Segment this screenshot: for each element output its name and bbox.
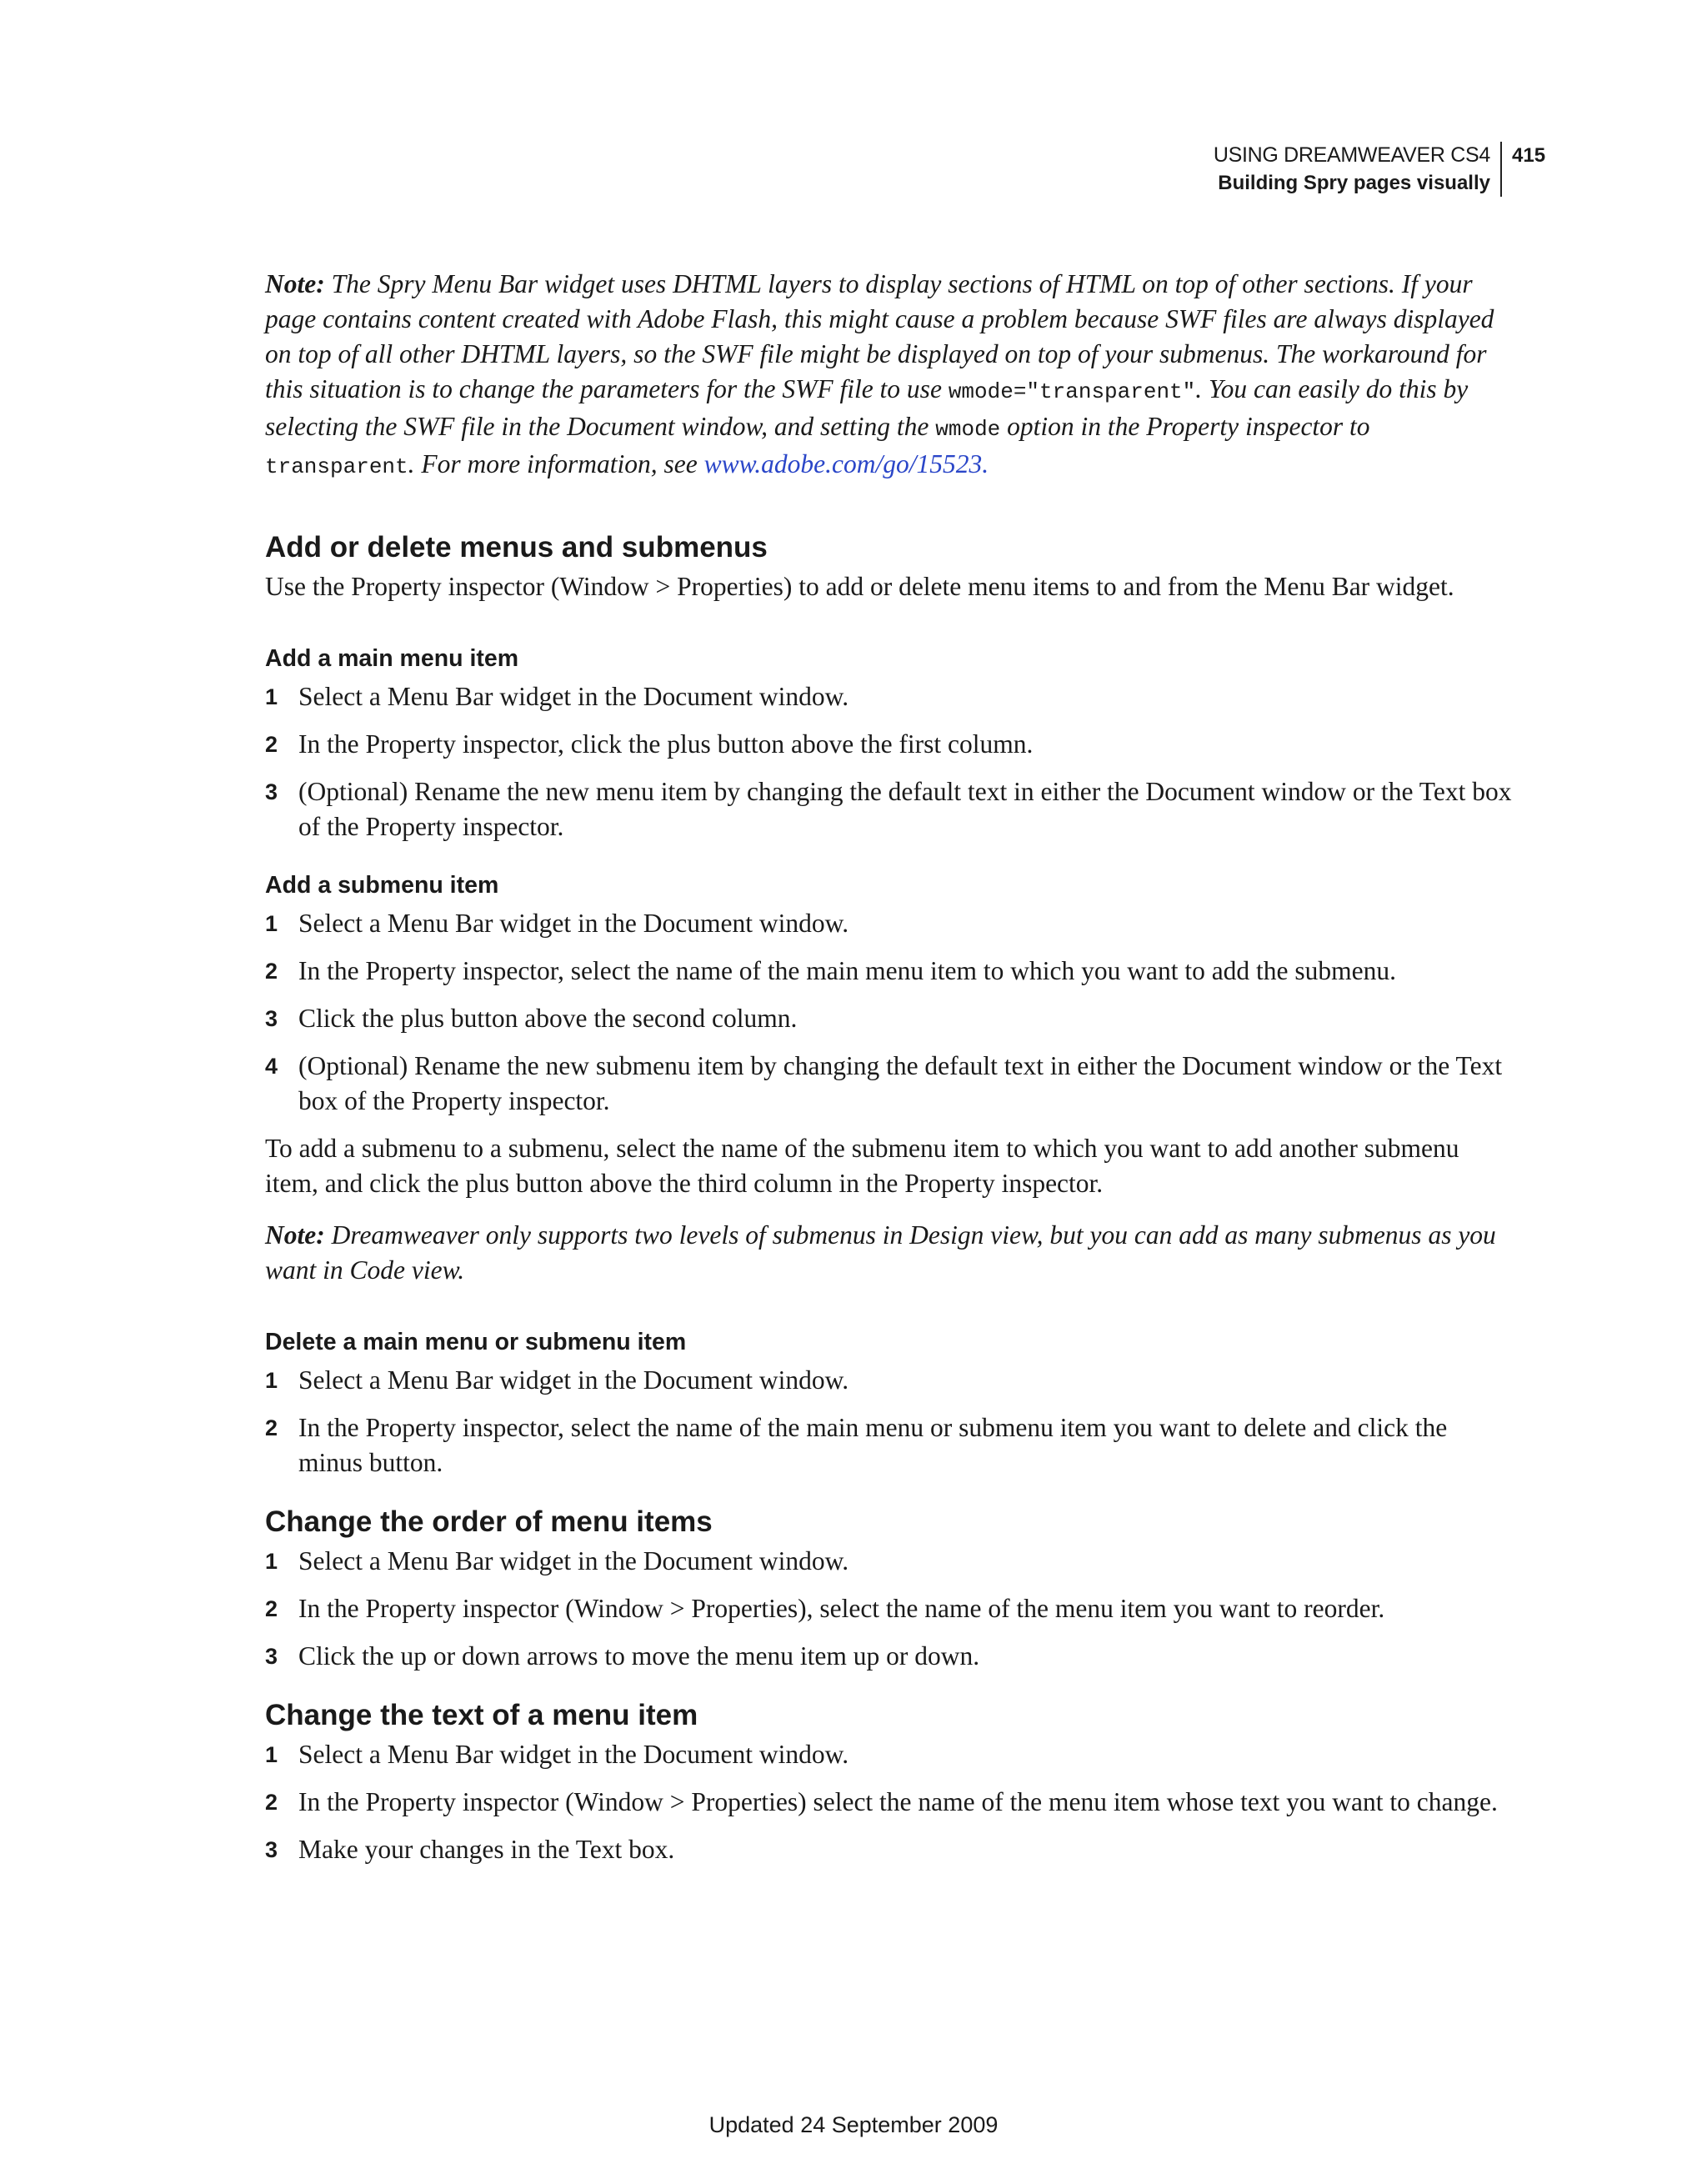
list-item	[265, 954, 1515, 989]
step-text: Select a Menu Bar widget in the Document window.	[298, 1365, 849, 1395]
step-number: 2	[265, 959, 278, 984]
step-text: In the Property inspector (Window > Properties) select the name of the menu item whose text you want to change.	[298, 1787, 1498, 1816]
steps-change-text	[265, 1737, 1515, 1867]
step-number: 1	[265, 1549, 278, 1574]
note-swf-layers	[265, 267, 1515, 484]
note-label: Note:	[265, 1220, 325, 1250]
heading-change-order: Change the order of menu items	[265, 1505, 713, 1538]
list-item	[265, 727, 1515, 762]
code-wmode: wmode	[935, 417, 1001, 442]
note-text-1: The Spry Menu Bar widget uses DHTML layers to display sections of HTML on top of other sections. If your page contains content created with Adobe Flash, this might cause a problem because SWF files are always displayed on top of all other DHTML layers, so the SWF file might be displayed on top of your submenus. The workaround for this situation is to change the parameters for the SWF file to use	[265, 269, 1494, 403]
list-item	[265, 1363, 1515, 1398]
step-text: Select a Menu Bar widget in the Document window.	[298, 1740, 849, 1769]
step-number: 3	[265, 1006, 278, 1031]
footer-updated: Updated 24 September 2009	[708, 2112, 999, 2137]
step-number: 3	[265, 779, 278, 804]
step-number: 2	[265, 1790, 278, 1815]
step-number: 1	[265, 684, 278, 709]
page-content	[265, 267, 1515, 1880]
intro-add-delete: Use the Property inspector (Window > Properties) to add or delete menu items to and from the Menu Bar widget.	[265, 572, 1454, 601]
code-wmode-transparent: wmode="transparent"	[948, 379, 1196, 404]
step-number: 2	[265, 732, 278, 757]
note-text-3: option in the Property inspector to	[1000, 412, 1370, 441]
note-text-2: . You can easily do this by selecting the SWF file in the Document window, and setting the	[265, 374, 1469, 441]
step-text: In the Property inspector (Window > Properties), select the name of the menu item you want to reorder.	[298, 1594, 1385, 1623]
list-item	[265, 1737, 1515, 1772]
step-number: 2	[265, 1596, 278, 1621]
note-text: Dreamweaver only supports two levels of submenus in Design view, but you can add as many submenus as you want in Code view.	[265, 1220, 1496, 1285]
heading-delete: Delete a main menu or submenu item	[265, 1329, 687, 1355]
step-text: Select a Menu Bar widget in the Document window.	[298, 682, 849, 711]
step-text: Make your changes in the Text box.	[298, 1835, 675, 1864]
steps-delete	[265, 1363, 1515, 1480]
step-text: In the Property inspector, click the plus button above the first column.	[298, 729, 1034, 759]
steps-add-main	[265, 679, 1515, 844]
step-text: Click the plus button above the second column.	[298, 1004, 798, 1033]
running-header	[810, 142, 1560, 200]
step-number: 1	[265, 1742, 278, 1767]
list-item	[265, 679, 1515, 714]
note-label: Note:	[265, 269, 325, 298]
step-number: 2	[265, 1415, 278, 1440]
step-text: Select a Menu Bar widget in the Document window.	[298, 909, 849, 938]
step-text: (Optional) Rename the new submenu item by changing the default text in either the Document window or the Text box of the Property inspector.	[298, 1051, 1503, 1115]
submenu-paragraph: To add a submenu to a submenu, select the name of the submenu item to which you want to add another submenu item, and click the plus button above the third column in the Property inspector.	[265, 1134, 1459, 1198]
step-number: 4	[265, 1054, 278, 1079]
step-text: Select a Menu Bar widget in the Document window.	[298, 1546, 849, 1575]
step-number: 3	[265, 1644, 278, 1669]
code-transparent: transparent	[265, 454, 408, 479]
list-item	[265, 1832, 1515, 1867]
heading-add-delete: Add or delete menus and submenus	[265, 531, 768, 564]
adobe-link[interactable]: www.adobe.com/go/15523.	[703, 449, 989, 478]
step-text: (Optional) Rename the new menu item by changing the default text in either the Document window or the Text box of the Property inspector.	[298, 777, 1512, 841]
list-item	[265, 1049, 1515, 1119]
note-text-4: . For more information, see	[408, 449, 704, 478]
step-text: Click the up or down arrows to move the menu item up or down.	[298, 1641, 980, 1671]
list-item	[265, 906, 1515, 941]
steps-add-sub	[265, 906, 1515, 1119]
list-item	[265, 1639, 1515, 1674]
page-number: 415	[1512, 144, 1546, 167]
note-submenu-levels	[265, 1218, 1515, 1288]
step-number: 3	[265, 1837, 278, 1862]
book-title: USING DREAMWEAVER CS4	[1213, 143, 1490, 167]
list-item	[265, 1001, 1515, 1036]
heading-change-text: Change the text of a menu item	[265, 1699, 698, 1731]
running-header-text	[1214, 142, 1502, 197]
step-number: 1	[265, 911, 278, 936]
list-item	[265, 1544, 1515, 1579]
chapter-title: Building Spry pages visually	[1218, 172, 1490, 194]
list-item	[265, 774, 1515, 844]
heading-add-sub: Add a submenu item	[265, 872, 499, 899]
step-text: In the Property inspector, select the name of the main menu or submenu item you want to delete and click the minus button.	[298, 1413, 1448, 1477]
list-item	[265, 1785, 1515, 1820]
steps-change-order	[265, 1544, 1515, 1674]
step-number: 1	[265, 1368, 278, 1393]
step-text: In the Property inspector, select the name of the main menu item to which you want to add the submenu.	[298, 956, 1397, 985]
list-item	[265, 1591, 1515, 1626]
list-item	[265, 1410, 1515, 1480]
heading-add-main: Add a main menu item	[265, 645, 519, 672]
